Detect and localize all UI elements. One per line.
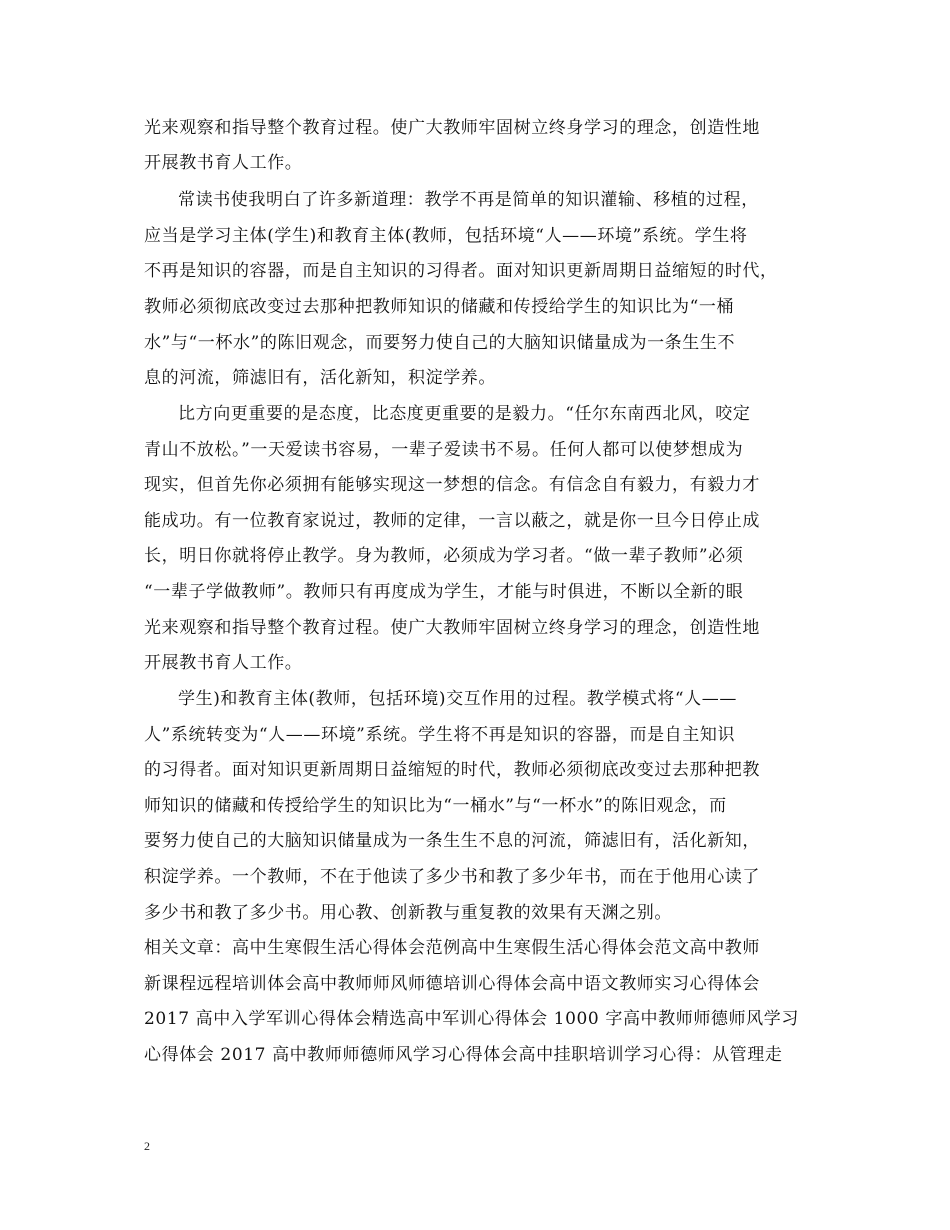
text-line: 常读书使我明白了许多新道理：教学不再是简单的知识灌输、移植的过程，: [178, 190, 759, 210]
text-line: 能成功。有一位教育家说过，教师的定律，一言以蔽之，就是你一旦今日停止成: [144, 511, 760, 531]
related-articles-line: 2017 高中入学军训心得体会精选高中军训心得体会 1000 字高中教师师德师风学习: [144, 1009, 799, 1029]
text-line: 要努力使自己的大脑知识储量成为一条生生不息的河流，筛滤旧有，活化新知，: [144, 831, 760, 851]
text-line: 现实，但首先你必须拥有能够实现这一梦想的信念。有信念自有毅力，有毅力才: [144, 475, 760, 495]
text-line: 息的河流，筛滤旧有，活化新知，积淀学养。: [144, 368, 496, 388]
text-line: 比方向更重要的是态度，比态度更重要的是毅力。“任尔东南西北风，咬定: [178, 404, 751, 424]
page-number: 2: [144, 1139, 150, 1153]
text-line: 人”系统转变为“人——环境”系统。学生将不再是知识的容器，而是自主知识: [144, 725, 736, 745]
text-line: 多少书和教了多少书。用心教、创新教与重复教的效果有天渊之别。: [144, 903, 672, 923]
text-line: 水”与“一杯水”的陈旧观念，而要努力使自己的大脑知识储量成为一条生生不: [144, 333, 736, 353]
related-articles-line: 新课程远程培训体会高中教师师风师德培训心得体会高中语文教师实习心得体会: [144, 974, 760, 994]
text-line: 积淀学养。一个教师，不在于他读了多少书和教了多少年书，而在于他用心读了: [144, 867, 760, 887]
text-line: 学生)和教育主体(教师，包括环境)交互作用的过程。教学模式将“人——: [178, 689, 737, 709]
text-line: 师知识的储藏和传授给学生的知识比为“一桶水”与“一杯水”的陈旧观念，而: [144, 796, 727, 816]
related-articles-line: 相关文章：高中生寒假生活心得体会范例高中生寒假生活心得体会范文高中教师: [144, 938, 760, 958]
text-line: 光来观察和指导整个教育过程。使广大教师牢固树立终身学习的理念，创造性地: [144, 118, 760, 138]
text-line: 教师必须彻底改变过去那种把教师知识的储藏和传授给学生的知识比为“一桶: [144, 297, 735, 317]
text-line: 开展教书育人工作。: [144, 653, 303, 673]
text-line: 的习得者。面对知识更新周期日益缩短的时代，教师必须彻底改变过去那种把教: [144, 760, 760, 780]
text-line: 长，明日你就将停止教学。身为教师，必须成为学习者。“做一辈子教师”必须: [144, 546, 744, 566]
text-line: 光来观察和指导整个教育过程。使广大教师牢固树立终身学习的理念，创造性地: [144, 618, 760, 638]
related-articles-line: 心得体会 2017 高中教师师德师风学习心得体会高中挂职培训学习心得：从管理走: [144, 1045, 783, 1065]
text-line: 不再是知识的容器，而是自主知识的习得者。面对知识更新周期日益缩短的时代，: [144, 261, 778, 281]
text-line: 青山不放松。”一天爱读书容易，一辈子爱读书不易。任何人都可以使梦想成为: [144, 440, 744, 460]
text-line: 应当是学习主体(学生)和教育主体(教师，包括环境“人——环境”系统。学生将: [144, 226, 748, 246]
text-line: 开展教书育人工作。: [144, 153, 303, 173]
text-line: “一辈子学做教师”。教师只有再度成为学生，才能与时俱进，不断以全新的眼: [144, 582, 744, 602]
